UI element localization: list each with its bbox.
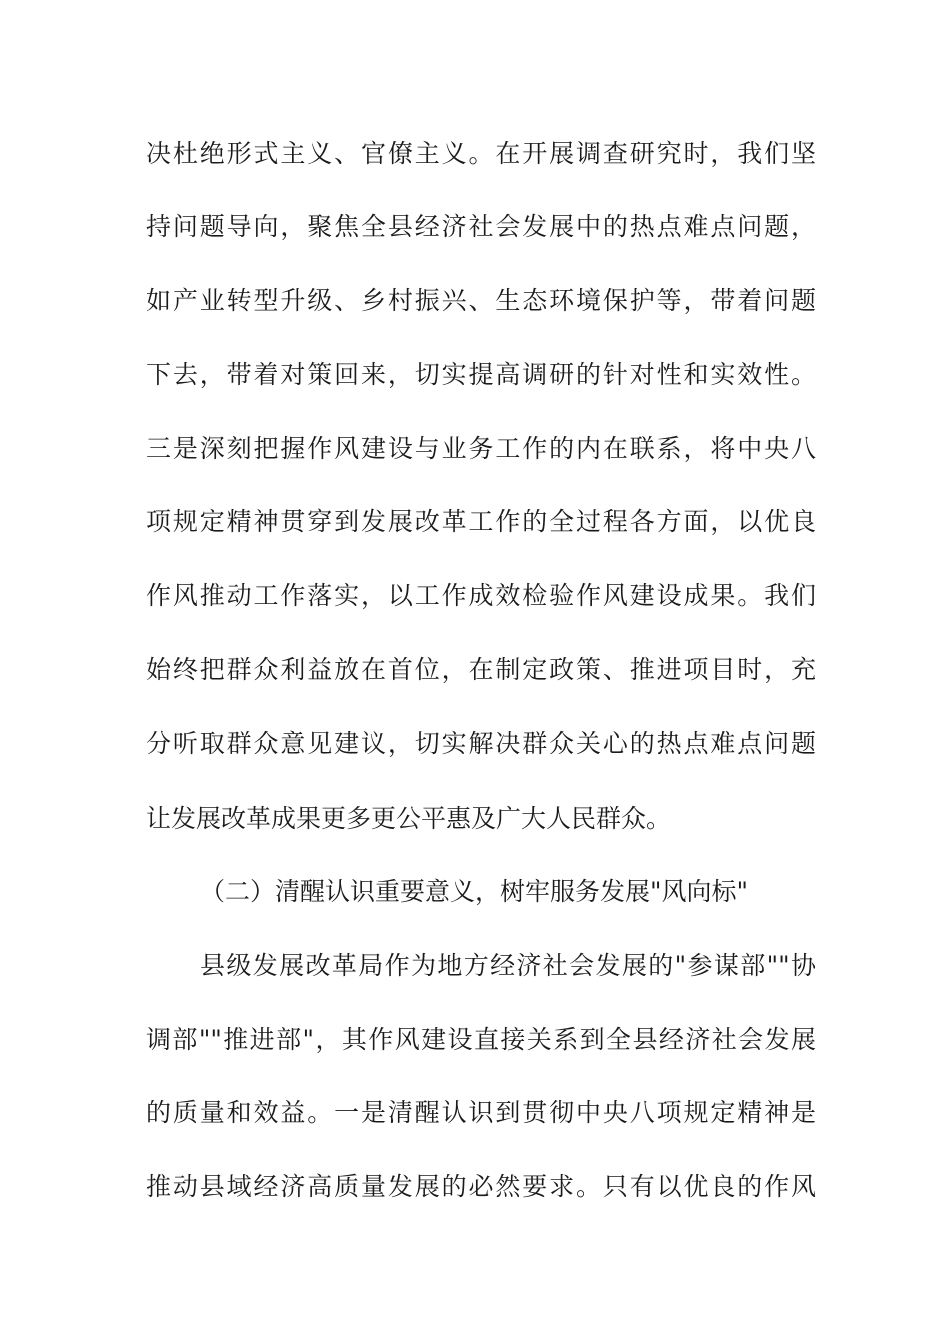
paragraph-line-13: 的质量和效益。一是清醒认识到贯彻中央八项规定精神是 <box>146 1098 816 1127</box>
paragraph-line-6: 项规定精神贯穿到发展改革工作的全过程各方面，以优良 <box>146 507 816 536</box>
paragraph-line-1: 决杜绝形式主义、官僚主义。在开展调查研究时，我们坚 <box>146 139 816 168</box>
paragraph-line-10: 让发展改革成果更多更公平惠及广大人民群众。 <box>146 804 672 833</box>
paragraph-line-11: 县级发展改革局作为地方经济社会发展的"参谋部""协 <box>200 951 816 980</box>
section-heading: （二）清醒认识重要意义，树牢服务发展"风向标" <box>200 877 748 906</box>
paragraph-line-14: 推动县域经济高质量发展的必然要求。只有以优良的作风 <box>146 1172 816 1201</box>
paragraph-line-4: 下去，带着对策回来，切实提高调研的针对性和实效性。 <box>146 360 816 389</box>
paragraph-line-9: 分听取群众意见建议，切实解决群众关心的热点难点问题 <box>146 729 816 758</box>
paragraph-line-5: 三是深刻把握作风建设与业务工作的内在联系，将中央八 <box>146 434 816 463</box>
paragraph-line-8: 始终把群众利益放在首位，在制定政策、推进项目时，充 <box>146 655 816 684</box>
paragraph-line-3: 如产业转型升级、乡村振兴、生态环境保护等，带着问题 <box>146 286 816 315</box>
paragraph-line-2: 持问题导向，聚焦全县经济社会发展中的热点难点问题， <box>146 212 816 241</box>
paragraph-line-7: 作风推动工作落实，以工作成效检验作风建设成果。我们 <box>146 581 816 610</box>
paragraph-line-12: 调部""推进部"，其作风建设直接关系到全县经济社会发展 <box>146 1025 816 1054</box>
